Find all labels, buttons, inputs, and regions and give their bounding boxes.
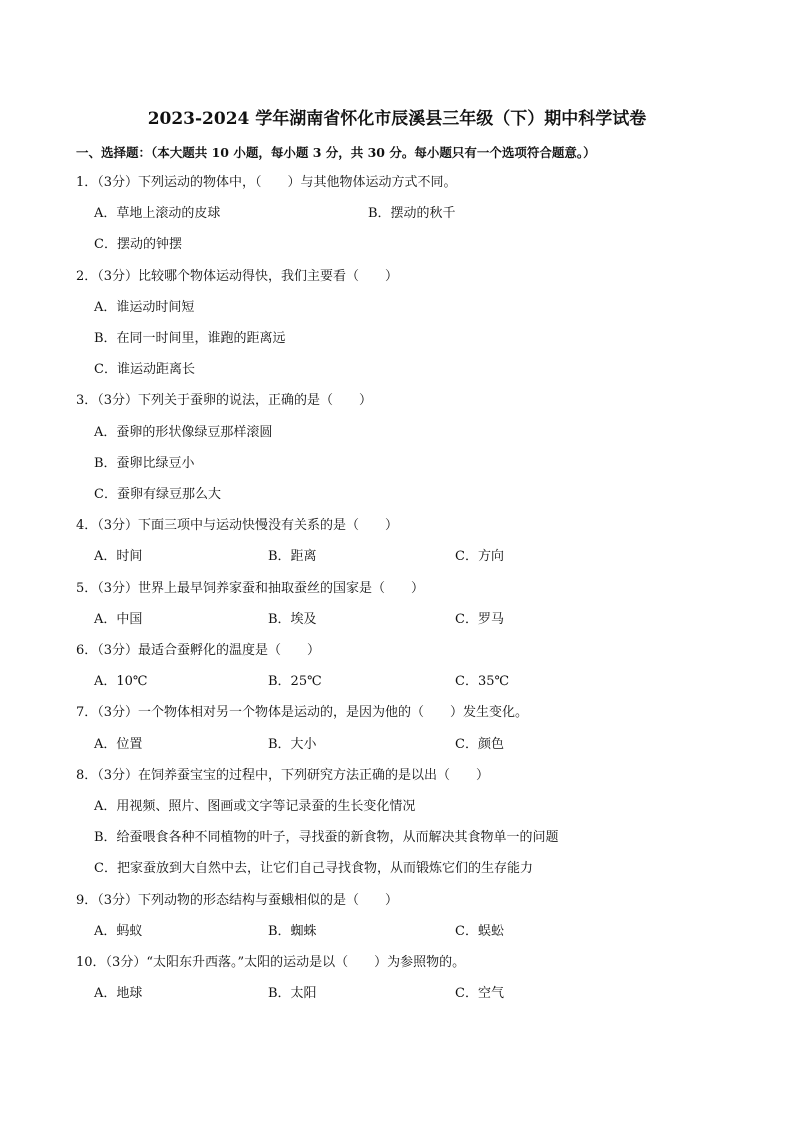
option-b: B．摆动的秋千 <box>368 206 456 221</box>
option-c: C．摆动的钟摆 <box>94 237 182 252</box>
option-a: A．谁运动时间短 <box>94 300 195 315</box>
question-stem: 9．（3分）下列动物的形态结构与蚕蛾相似的是（ ） <box>76 893 399 908</box>
option-a: A．10℃ <box>94 674 148 689</box>
question-stem: 1．（3分）下列运动的物体中，（ ）与其他物体运动方式不同。 <box>76 175 457 190</box>
option-a: A．地球 <box>94 986 143 1001</box>
option-b: B．25℃ <box>268 674 322 689</box>
option-b: B．距离 <box>268 549 317 564</box>
option-c: C．蚕卵有绿豆那么大 <box>94 487 221 502</box>
option-b: B．给蚕喂食各种不同植物的叶子，寻找蚕的新食物，从而解决其食物单一的问题 <box>94 830 559 845</box>
option-a: A．位置 <box>94 737 143 752</box>
option-b: B．蜘蛛 <box>268 924 317 939</box>
option-a: A．草地上滚动的皮球 <box>94 206 221 221</box>
option-a: A．时间 <box>94 549 143 564</box>
option-c: C．空气 <box>455 986 504 1001</box>
option-a: A．蚂蚁 <box>94 924 143 939</box>
option-b: B．在同一时间里，谁跑的距离远 <box>94 331 286 346</box>
page-title: 2023-2024 学年湖南省怀化市辰溪县三年级（下）期中科学试卷 <box>147 109 647 129</box>
question-stem: 8．（3分）在饲养蚕宝宝的过程中，下列研究方法正确的是以出（ ） <box>76 768 490 783</box>
option-c: C．35℃ <box>455 674 510 689</box>
option-b: B．大小 <box>268 737 317 752</box>
question-stem: 4．（3分）下面三项中与运动快慢没有关系的是（ ） <box>76 518 399 533</box>
question-stem: 6．（3分）最适合蚕孵化的温度是（ ） <box>76 643 321 658</box>
question-stem: 10．（3分）“太阳东升西落。”太阳的运动是以（ ）为参照物的。 <box>76 955 466 970</box>
option-c: C．颜色 <box>455 737 504 752</box>
option-b: B．埃及 <box>268 612 317 627</box>
option-a: A．蚕卵的形状像绿豆那样滚圆 <box>94 425 273 440</box>
option-c: C．把家蚕放到大自然中去，让它们自己寻找食物，从而锻炼它们的生存能力 <box>94 861 533 876</box>
question-stem: 7．（3分）一个物体相对另一个物体是运动的，是因为他的（ ）发生变化。 <box>76 705 529 720</box>
option-c: C．谁运动距离长 <box>94 362 195 377</box>
option-c: C．方向 <box>455 549 504 564</box>
option-c: C．罗马 <box>455 612 504 627</box>
question-stem: 5．（3分）世界上最早饲养家蚕和抽取蚕丝的国家是（ ） <box>76 581 425 596</box>
option-a: A．中国 <box>94 612 143 627</box>
question-stem: 3．（3分）下列关于蚕卵的说法，正确的是（ ） <box>76 393 373 408</box>
option-b: B．蚕卵比绿豆小 <box>94 456 195 471</box>
option-c: C．蜈蚣 <box>455 924 504 939</box>
option-a: A．用视频、照片、图画或文字等记录蚕的生长变化情况 <box>94 799 416 814</box>
option-b: B．太阳 <box>268 986 317 1001</box>
question-stem: 2．（3分）比较哪个物体运动得快，我们主要看（ ） <box>76 269 399 284</box>
section-heading: 一、选择题：（本大题共 10 小题，每小题 3 分，共 30 分。每小题只有一个选项符合题意。） <box>76 145 596 160</box>
